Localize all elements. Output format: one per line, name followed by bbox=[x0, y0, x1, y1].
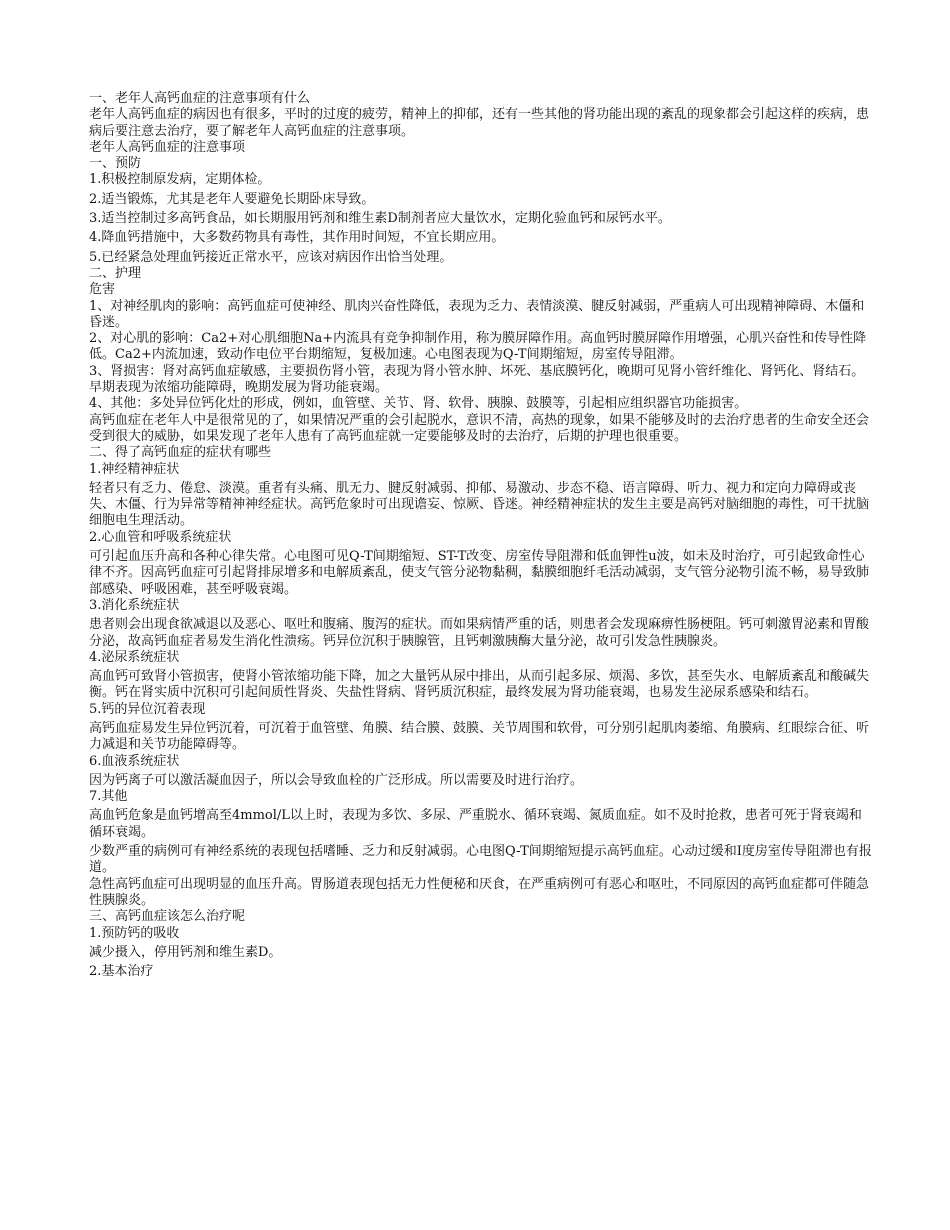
paragraph: 6.血液系统症状 bbox=[89, 753, 180, 769]
paragraph: 高血钙可致肾小管损害，使肾小管浓缩功能下降，加之大量钙从尿中排出，从而引起多尿、烦渴、多饮，甚至失水、电解质紊乱和酸碱失衡。钙在肾实质中沉积可引起间质性肾炎、失盐性肾病、肾钙质沉积症，最终发展为肾功能衰竭，也易发生泌尿系感染和结石。 bbox=[89, 669, 870, 701]
paragraph: 一、预防 bbox=[89, 156, 142, 172]
paragraph: 5.已经紧急处理血钙接近正常水平，应该对病因作出恰当处理。 bbox=[89, 249, 453, 265]
paragraph: 轻者只有乏力、倦怠、淡漠。重者有头痛、肌无力、腱反射减弱、抑郁、易激动、步态不稳、语言障碍、听力、视力和定向力障碍或丧失、木僵、行为异常等精神神经症状。高钙危象时可出现谵妄、惊厥、昏迷。神经精神症状的发生主要是高钙对脑细胞的毒性，可干扰脑细胞电生理活动。 bbox=[89, 480, 870, 529]
document-body bbox=[89, 91, 874, 980]
paragraph: 少数严重的病例可有神经系统的表现包括嗜睡、乏力和反射减弱。心电图Q-T间期缩短提示高钙血症。心动过缓和Ⅰ度房室传导阻滞也有报道。 bbox=[89, 844, 872, 876]
paragraph: 危害 bbox=[89, 282, 116, 298]
paragraph: 1.神经精神症状 bbox=[89, 461, 180, 477]
paragraph: 7.其他 bbox=[89, 789, 128, 805]
paragraph: 老年人高钙血症的病因也有很多，平时的过度的疲劳，精神上的抑郁，还有一些其他的肾功能出现的紊乱的现象都会引起这样的疾病，患病后要注意去治疗，要了解老年人高钙血症的注意事项。 bbox=[89, 107, 870, 139]
paragraph: 3.适当控制过多高钙食品，如长期服用钙剂和维生素D制剂者应大量饮水，定期化验血钙和尿钙水平。 bbox=[89, 211, 671, 227]
paragraph: 4.降血钙措施中，大多数药物具有毒性，其作用时间短，不宜长期应用。 bbox=[89, 230, 505, 246]
paragraph: 减少摄入，停用钙剂和维生素D。 bbox=[89, 944, 282, 960]
paragraph: 1、对神经肌肉的影响：高钙血症可使神经、肌肉兴奋性降低，表现为乏力、表情淡漠、腱反射减弱，严重病人可出现精神障碍、木僵和昏迷。 bbox=[89, 298, 865, 330]
paragraph: 1.预防钙的吸收 bbox=[89, 925, 180, 941]
paragraph: 一、老年人高钙血症的注意事项有什么 bbox=[89, 91, 311, 106]
paragraph: 4.泌尿系统症状 bbox=[89, 649, 180, 665]
paragraph: 2、对心肌的影响：Ca2+对心肌细胞Na+内流具有竞争抑制作用，称为膜屏障作用。高血钙时膜屏障作用增强，心肌兴奋性和传导性降低。Ca2+内流加速，致动作电位平台期缩短，复极加速。心电图表现为Q-T间期缩短，房室传导阻滞。 bbox=[89, 331, 867, 363]
paragraph: 2.心血管和呼吸系统症状 bbox=[89, 529, 232, 545]
paragraph: 老年人高钙血症的注意事项 bbox=[89, 139, 246, 155]
paragraph: 急性高钙血症可出现明显的血压升高。胃肠道表现包括无力性便秘和厌食，在严重病例可有恶心和呕吐，不同原因的高钙血症都可伴随急性胰腺炎。 bbox=[89, 876, 870, 908]
paragraph: 3.消化系统症状 bbox=[89, 597, 180, 613]
paragraph: 因为钙离子可以激活凝血因子，所以会导致血栓的广泛形成。所以需要及时进行治疗。 bbox=[89, 772, 584, 788]
paragraph: 患者则会出现食欲减退以及恶心、呕吐和腹痛、腹泻的症状。而如果病情严重的话，则患者会发现麻痹性肠梗阻。钙可刺激胃泌素和胃酸分泌，故高钙血症者易发生消化性溃疡。钙异位沉积于胰腺管，且钙刺激胰酶大量分泌，故可引发急性胰腺炎。 bbox=[89, 617, 870, 649]
paragraph: 4、其他：多处异位钙化灶的形成，例如，血管壁、关节、肾、软骨、胰腺、鼓膜等，引起相应组织器官功能损害。 bbox=[89, 396, 748, 412]
paragraph: 高血钙危象是血钙增高至4mmol/L以上时，表现为多饮、多尿、严重脱水、循环衰竭、氮质血症。如不及时抢救，患者可死于肾衰竭和循环衰竭。 bbox=[89, 808, 862, 840]
paragraph: 2.适当锻炼，尤其是老年人要避免长期卧床导致。 bbox=[89, 191, 375, 207]
paragraph: 二、护理 bbox=[89, 265, 142, 281]
paragraph: 三、高钙血症该怎么治疗呢 bbox=[89, 909, 246, 925]
paragraph: 5.钙的异位沉着表现 bbox=[89, 701, 206, 717]
paragraph: 高钙血症易发生异位钙沉着，可沉着于血管壁、角膜、结合膜、鼓膜、关节周围和软骨，可分别引起肌肉萎缩、角膜病、红眼综合征、听力减退和关节功能障碍等。 bbox=[89, 720, 870, 753]
paragraph: 2.基本治疗 bbox=[89, 964, 154, 980]
paragraph: 可引起血压升高和各种心律失常。心电图可见Q-T间期缩短、ST-T改变、房室传导阻滞和低血钾性u波，如未及时治疗，可引起致命性心律不齐。因高钙血症可引起肾排尿增多和电解质紊乱，使支气管分泌物黏稠，黏膜细胞纤毛活动减弱，支气管分泌物引流不畅，易导致肺部感染、呼吸困难，甚至呼吸衰竭。 bbox=[89, 549, 870, 597]
paragraph: 二、得了高钙血症的症状有哪些 bbox=[89, 445, 272, 461]
paragraph: 1.积极控制原发病，定期体检。 bbox=[89, 172, 271, 188]
paragraph: 高钙血症在老年人中是很常见的了，如果情况严重的会引起脱水，意识不清，高热的现象，如果不能够及时的去治疗患者的生命安全还会受到很大的威胁，如果发现了老年人患有了高钙血症就一定要能够及时的去治疗，后期的护理也很重要。 bbox=[89, 412, 870, 444]
paragraph: 3、肾损害：肾对高钙血症敏感，主要损伤肾小管，表现为肾小管水肿、坏死、基底膜钙化，晚期可见肾小管纤维化、肾钙化、肾结石。早期表现为浓缩功能障碍，晚期发展为肾功能衰竭。 bbox=[89, 363, 865, 396]
